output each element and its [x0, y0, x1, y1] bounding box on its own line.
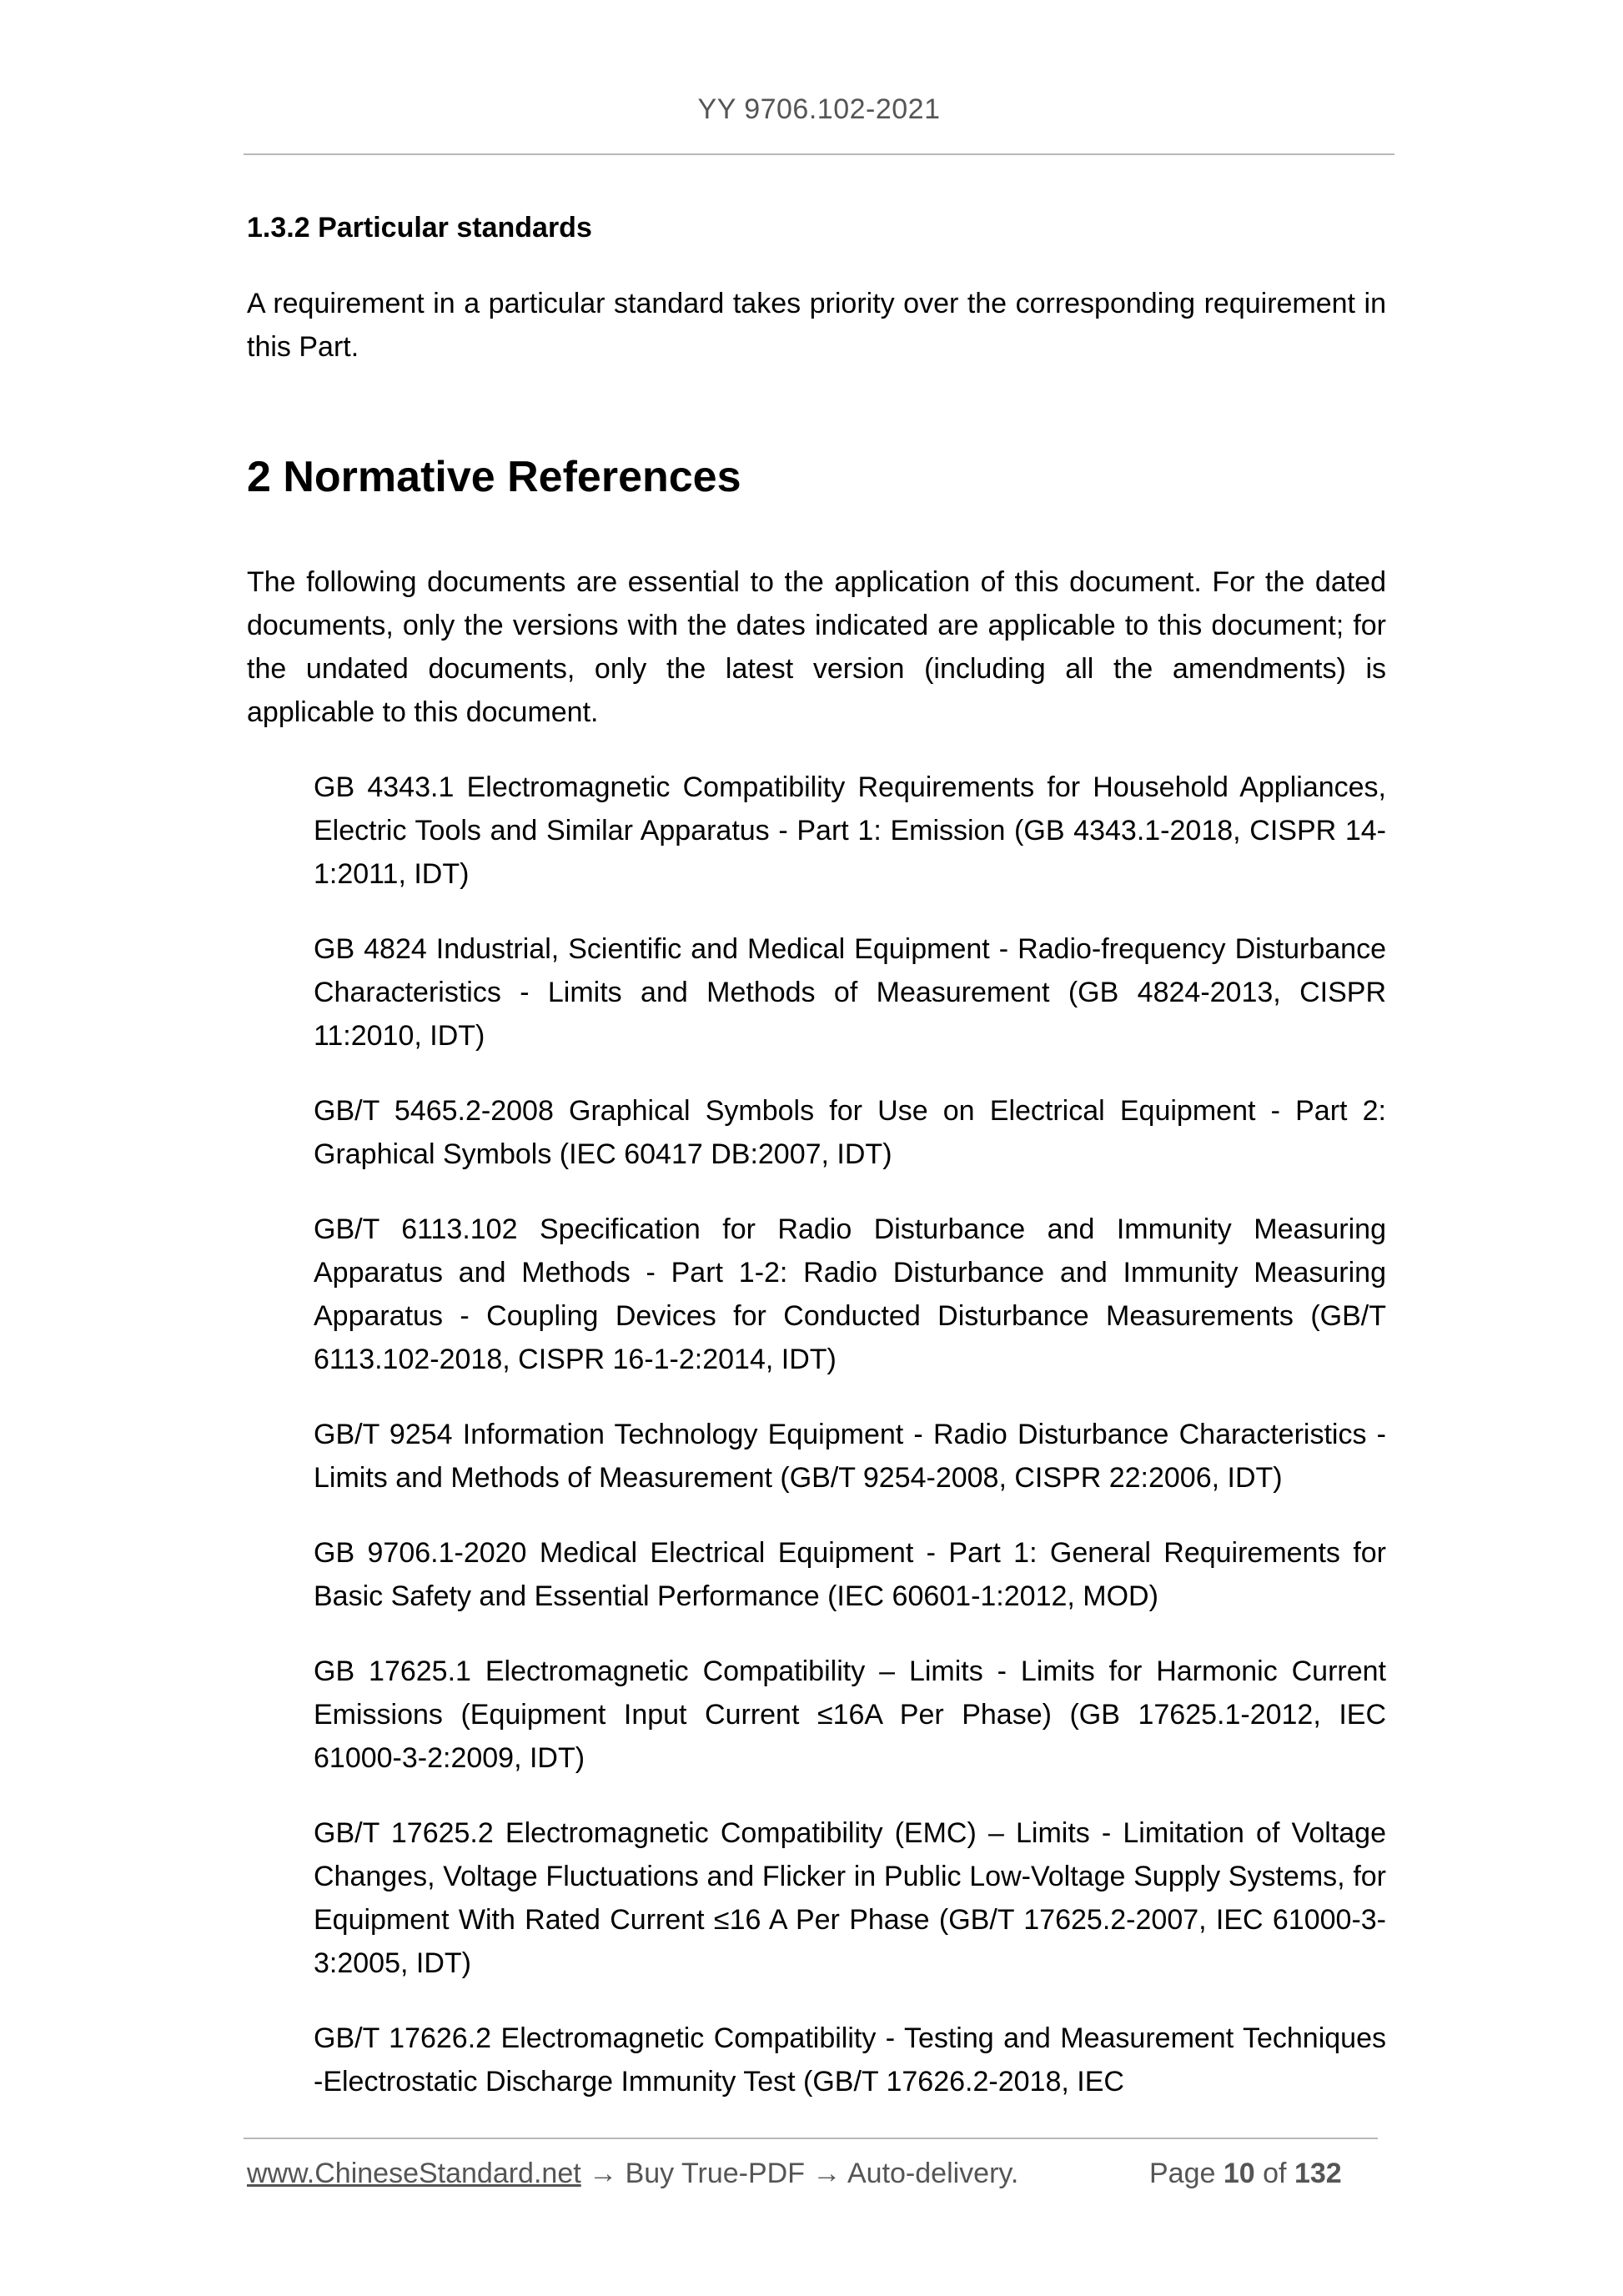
page-header-doc-id: YY 9706.102-2021	[697, 93, 941, 125]
reference-item: GB 17625.1 Electromagnetic Compatibility – Limits - Limits for Harmonic Current Emissions (Equipment Input Current ≤16A Per Phase) (GB 17625.1-2012, IEC 61000-3-2:2009, IDT)	[314, 1655, 1386, 1774]
section-title: 2 Normative References	[247, 453, 741, 501]
reference-item: GB 4824 Industrial, Scientific and Medical Equipment - Radio-frequency Disturbance Characteristics - Limits and Methods of Measurement (GB 4824-2013, CISPR 11:2010, IDT)	[314, 933, 1386, 1052]
subsection-paragraph: A requirement in a particular standard takes priority over the corresponding requirement in this Part.	[247, 288, 1386, 363]
reference-item: GB/T 9254 Information Technology Equipment - Radio Disturbance Characteristics - Limits and Methods of Measurement (GB/T 9254-2008, CISPR 22:2006, IDT)	[314, 1419, 1386, 1494]
of-label: of	[1263, 2158, 1287, 2189]
reference-item: GB 4343.1 Electromagnetic Compatibility Requirements for Household Appliances, Electric Tools and Similar Apparatus - Part 1: Emission (GB 4343.1-2018, CISPR 14-1:2011, IDT)	[314, 771, 1386, 890]
page-indicator	[1149, 2158, 1342, 2190]
page-number: 10	[1223, 2158, 1255, 2189]
reference-item: GB/T 17625.2 Electromagnetic Compatibility (EMC) – Limits - Limitation of Voltage Changes, Voltage Fluctuations and Flicker in Public Low-Voltage Supply Systems, for Equipment With Rated Current ≤16 A Per Phase (GB/T 17625.2-2007, IEC 61000-3-3:2005, IDT)	[314, 1817, 1386, 1979]
reference-item: GB/T 17626.2 Electromagnetic Compatibility - Testing and Measurement Techniques -Electrostatic Discharge Immunity Test (GB/T 17626.2-2018, IEC	[314, 2022, 1386, 2098]
reference-item: GB/T 6113.102 Specification for Radio Disturbance and Immunity Measuring Apparatus and Methods - Part 1-2: Radio Disturbance and Immunity Measuring Apparatus - Coupling Devices for Conducted Disturbance Measurements (GB/T 6113.102-2018, CISPR 16-1-2:2014, IDT)	[314, 1213, 1386, 1375]
footer-left	[247, 2158, 1018, 2190]
page-label: Page	[1149, 2158, 1216, 2189]
footer-promo-text: → Buy True-PDF → Auto-delivery.	[589, 2158, 1019, 2189]
section-intro-paragraph: The following documents are essential to the application of this document. For the dated documents, only the versions with the dates indicated are applicable to this document; for the undated documents, only the latest version (including all the amendments) is applicable to this document.	[247, 566, 1386, 728]
page-content	[247, 207, 1386, 2135]
total-pages: 132	[1294, 2158, 1342, 2189]
header-divider	[244, 153, 1394, 155]
reference-item: GB 9706.1-2020 Medical Electrical Equipment - Part 1: General Requirements for Basic Safety and Essential Performance (IEC 60601-1:2012, MOD)	[314, 1537, 1386, 1612]
reference-item: GB/T 5465.2-2008 Graphical Symbols for Use on Electrical Equipment - Part 2: Graphical Symbols (IEC 60417 DB:2007, IDT)	[314, 1095, 1386, 1170]
reference-list	[247, 766, 1386, 2103]
footer-divider	[244, 2138, 1378, 2139]
subsection-title: 1.3.2 Particular standards	[247, 212, 592, 244]
website-link[interactable]: www.ChineseStandard.net	[247, 2158, 581, 2189]
